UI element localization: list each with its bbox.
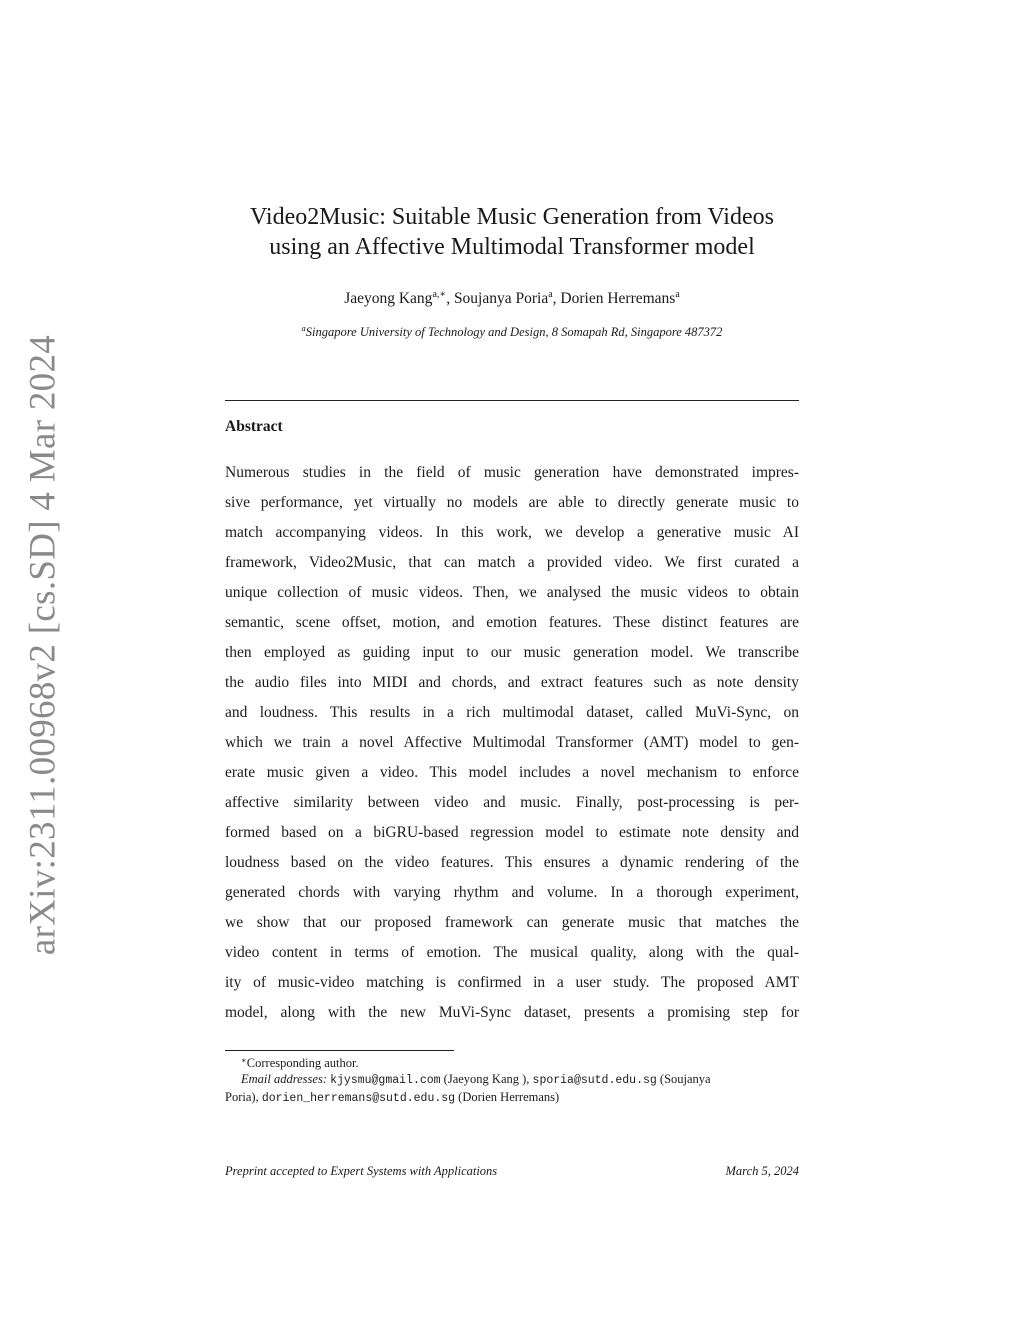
- abstract-line: sive performance, yet virtually no models are able to directly generate music to: [225, 494, 799, 511]
- author-separator: ,: [446, 290, 454, 307]
- abstract-body: [225, 458, 799, 1028]
- email-owner: (Jaeyong Kang ),: [443, 1072, 530, 1086]
- abstract-line: match accompanying videos. In this work, we develop a generative music AI: [225, 524, 799, 541]
- email-link[interactable]: dorien_herremans@sutd.edu.sg: [261, 1092, 456, 1105]
- arxiv-identifier-stamp: arXiv:2311.00968v2 [cs.SD] 4 Mar 2024: [22, 334, 64, 956]
- footnote-rule: [225, 1050, 454, 1051]
- author-affiliation-mark: a: [675, 289, 680, 300]
- affiliation-mark: a: [301, 323, 306, 333]
- email-owner: (Soujanya: [659, 1072, 711, 1086]
- author-list: [212, 290, 812, 308]
- email-link[interactable]: kjysmu@gmail.com: [330, 1074, 441, 1087]
- affiliation: [212, 325, 812, 340]
- footer-preprint-note: Preprint accepted to Expert Systems with Applications: [225, 1164, 498, 1178]
- abstract-heading: Abstract: [225, 418, 283, 435]
- footer-date: March 5, 2024: [725, 1164, 799, 1178]
- abstract-line: we show that our proposed framework can generate music that matches the: [225, 914, 799, 931]
- abstract-line: semantic, scene offset, motion, and emotion features. These distinct features are: [225, 614, 799, 631]
- title-line-1: Video2Music: Suitable Music Generation from Videos: [250, 204, 774, 230]
- author-name: Dorien Herremans: [560, 290, 676, 307]
- abstract-line: ity of music-video matching is confirmed in a user study. The proposed AMT: [225, 974, 799, 991]
- author-name: Jaeyong Kang: [344, 290, 433, 307]
- paper-title: [212, 202, 812, 262]
- affiliation-text: Singapore University of Technology and Design, 8 Somapah Rd, Singapore 487372: [305, 325, 723, 339]
- author-affiliation-mark: a: [548, 289, 553, 300]
- email-link[interactable]: sporia@sutd.edu.sg: [532, 1074, 657, 1087]
- title-line-2: using an Affective Multimodal Transformer model: [269, 234, 755, 260]
- footnote-corresponding: [225, 1055, 799, 1071]
- email-label: Email addresses:: [241, 1072, 327, 1086]
- abstract-line: affective similarity between video and music. Finally, post-processing is per-: [225, 794, 799, 811]
- author-separator: ,: [552, 290, 561, 307]
- footnote-emails-line-2: [225, 1089, 799, 1107]
- corresponding-author-note: Corresponding author.: [246, 1056, 359, 1070]
- abstract-top-rule: [225, 400, 799, 401]
- abstract-line: the audio files into MIDI and chords, and extract features such as note density: [225, 674, 799, 691]
- abstract-line: and loudness. This results in a rich multimodal dataset, called MuVi-Sync, on: [225, 704, 799, 721]
- abstract-line: framework, Video2Music, that can match a provided video. We first curated a: [225, 554, 799, 571]
- email-owner: Poria),: [225, 1090, 259, 1104]
- author-affiliation-mark: a,∗: [432, 289, 447, 300]
- footnote-emails-line-1: [225, 1071, 799, 1089]
- abstract-line: formed based on a biGRU-based regression model to estimate note density and: [225, 824, 799, 841]
- abstract-line: loudness based on the video features. This ensures a dynamic rendering of the: [225, 854, 799, 871]
- abstract-line: erate music given a video. This model includes a novel mechanism to enforce: [225, 764, 799, 781]
- footnote-mark: ∗: [241, 1055, 247, 1065]
- abstract-line: Numerous studies in the field of music generation have demonstrated impres-: [225, 464, 799, 481]
- abstract-line: model, along with the new MuVi-Sync dataset, presents a promising step for: [225, 1004, 799, 1021]
- footnote: [225, 1055, 799, 1107]
- abstract-line: video content in terms of emotion. The musical quality, along with the qual-: [225, 944, 799, 961]
- abstract-line: unique collection of music videos. Then, we analysed the music videos to obtain: [225, 584, 799, 601]
- abstract-line: then employed as guiding input to our music generation model. We transcribe: [225, 644, 799, 661]
- email-owner: (Dorien Herremans): [458, 1090, 560, 1104]
- abstract-line: which we train a novel Affective Multimodal Transformer (AMT) model to gen-: [225, 734, 799, 751]
- abstract-line: generated chords with varying rhythm and volume. In a thorough experiment,: [225, 884, 799, 901]
- author-name: Soujanya Poria: [453, 290, 549, 307]
